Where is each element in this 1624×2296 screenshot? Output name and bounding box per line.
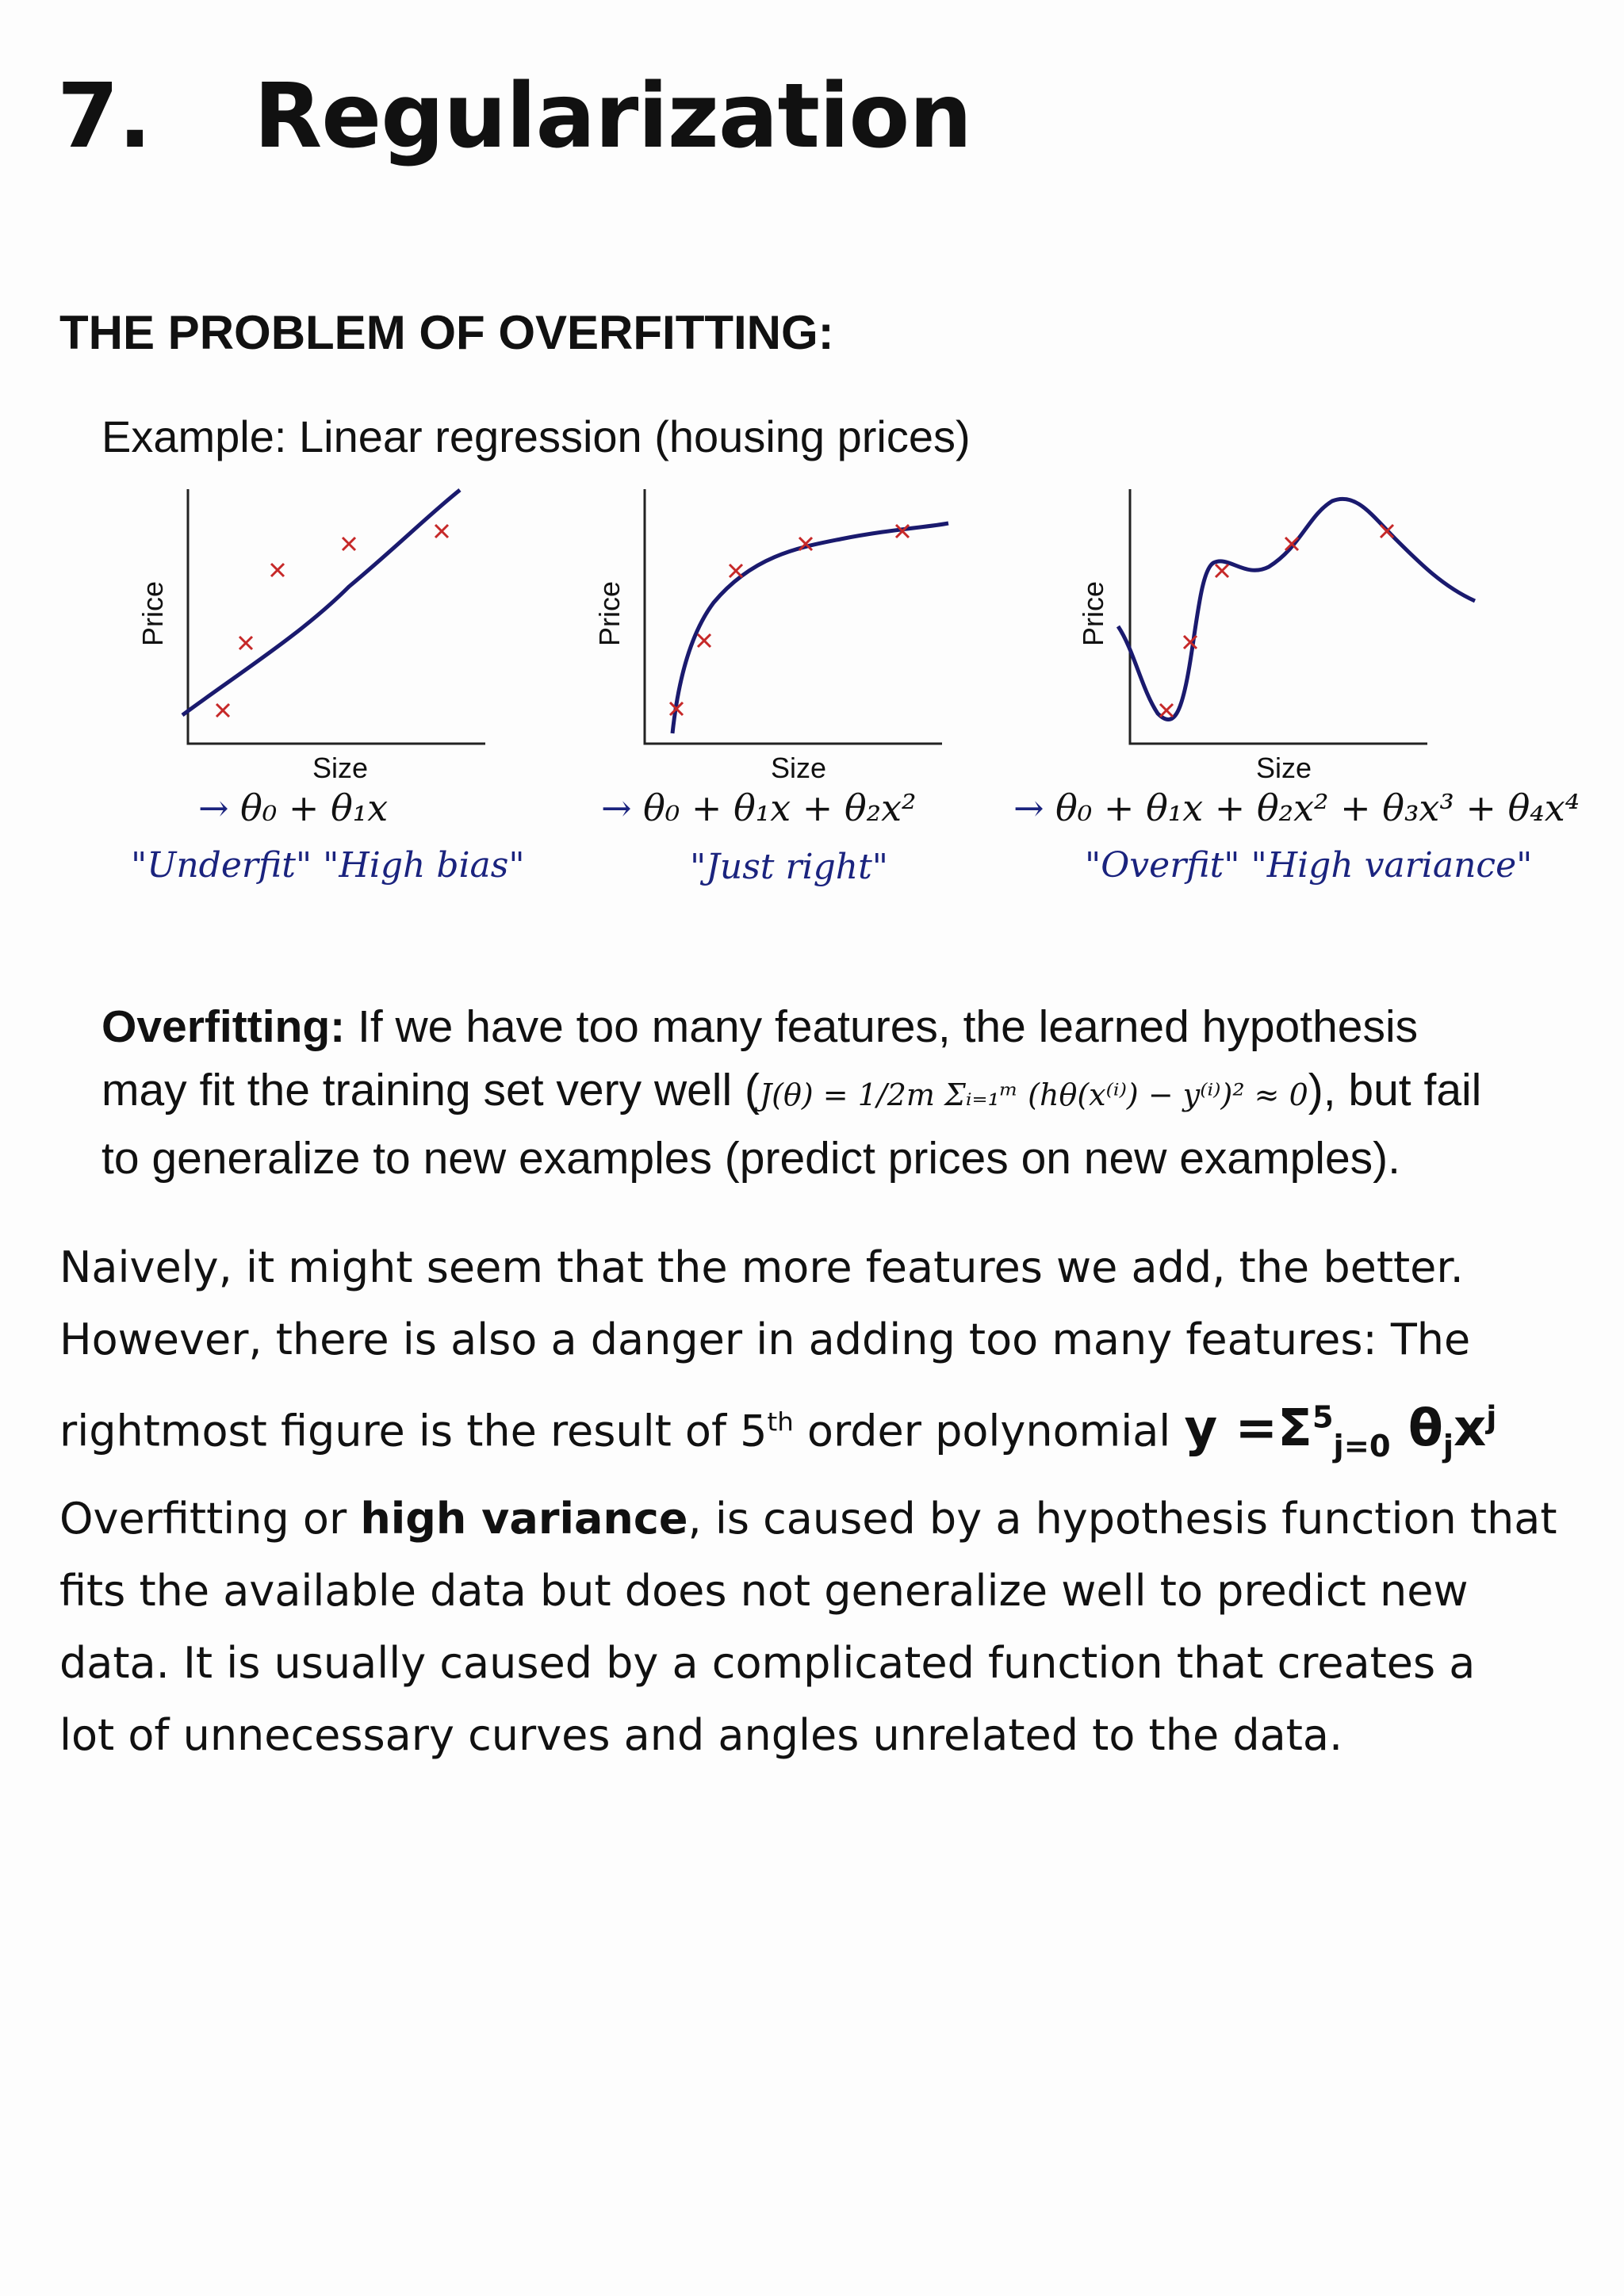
fig3-fit-curve bbox=[1118, 499, 1475, 719]
paragraph-2-line2: fits the available data but does not generalize well to predict new bbox=[59, 1566, 1469, 1616]
fig3-annotation: "Overfit" "High variance" bbox=[1085, 845, 1533, 886]
fig2-annotation: "Just right" bbox=[690, 847, 888, 887]
overfitting-line3: to generalize to new examples (predict prices on new examples). bbox=[102, 1133, 1400, 1184]
paragraph-1-line2: However, there is also a danger in adding too many features: The bbox=[59, 1314, 1471, 1364]
fig2-ylabel: Price bbox=[593, 580, 626, 646]
fig1-fit-line bbox=[182, 490, 460, 715]
fig1-point bbox=[435, 525, 448, 538]
paragraph-2-line3: data. It is usually caused by a complicated function that creates a bbox=[59, 1638, 1476, 1688]
overfitting-line2a: may fit the training set very well ( bbox=[102, 1065, 760, 1115]
fig1-point bbox=[216, 704, 229, 717]
fig2-point bbox=[698, 634, 710, 647]
paragraph-1-line3: rightmost figure is the result of 5th order polynomial $y =\Sigma^5_{j=0}$ $\theta_jx^j$ bbox=[59, 1399, 1497, 1465]
fig2-xlabel: Size bbox=[771, 752, 827, 784]
fig3-point bbox=[1160, 704, 1173, 717]
fig1-ylabel: Price bbox=[136, 580, 169, 646]
page-title: Regularization bbox=[254, 65, 972, 168]
cost-formula: J(θ) = 1/2m Σᵢ₌₁ᵐ (hθ(x⁽ⁱ⁾) − y⁽ⁱ⁾)² ≈ 0 bbox=[759, 1077, 1308, 1112]
fig1-annotation: "Underfit" "High bias" bbox=[131, 845, 525, 886]
polynomial-formula: $y =\Sigma^5_{j=0}$ $\theta_jx^j$ bbox=[1184, 1399, 1497, 1465]
fig2-point bbox=[730, 564, 742, 577]
fig1-point bbox=[271, 564, 284, 576]
fig3-point bbox=[1381, 525, 1393, 538]
fig2-fit-curve bbox=[672, 523, 948, 733]
paragraph-1-line1: Naively, it might seem that the more features we add, the better. bbox=[59, 1242, 1464, 1292]
fig3-xlabel: Size bbox=[1256, 752, 1312, 784]
fig2-hypothesis: → θ₀ + θ₁x + θ₂x² bbox=[601, 786, 917, 829]
fig1-xlabel: Size bbox=[312, 752, 369, 784]
paragraph-1 bbox=[59, 1231, 1496, 1483]
paragraph-2-line1: Overfitting or high variance, is caused by a hypothesis function that bbox=[59, 1494, 1557, 1544]
section-heading: THE PROBLEM OF OVERFITTING: bbox=[59, 306, 834, 359]
paragraph-2 bbox=[59, 1483, 1557, 1771]
overfitting-line2b: ), but fail bbox=[1308, 1065, 1482, 1115]
paragraph-2-line4: lot of unnecessary curves and angles unrelated to the data. bbox=[59, 1710, 1343, 1760]
fig3-ylabel: Price bbox=[1077, 580, 1109, 646]
fig1-hypothesis: → θ₀ + θ₁x bbox=[198, 786, 389, 829]
overfitting-definition bbox=[102, 995, 1576, 1190]
overfitting-label: Overfitting: bbox=[102, 1001, 346, 1052]
fig3-point bbox=[1216, 564, 1228, 577]
section-number: 7. bbox=[57, 65, 151, 168]
overfitting-line1: If we have too many features, the learned hypothesis bbox=[358, 1001, 1419, 1052]
fig3-hypothesis: → θ₀ + θ₁x + θ₂x² + θ₃x³ + θ₄x⁴ bbox=[1013, 786, 1580, 829]
fig1-axes bbox=[188, 489, 485, 744]
example-heading: Example: Linear regression (housing prices) bbox=[102, 411, 971, 461]
fig1-point bbox=[239, 637, 252, 649]
fig1-point bbox=[343, 538, 355, 550]
